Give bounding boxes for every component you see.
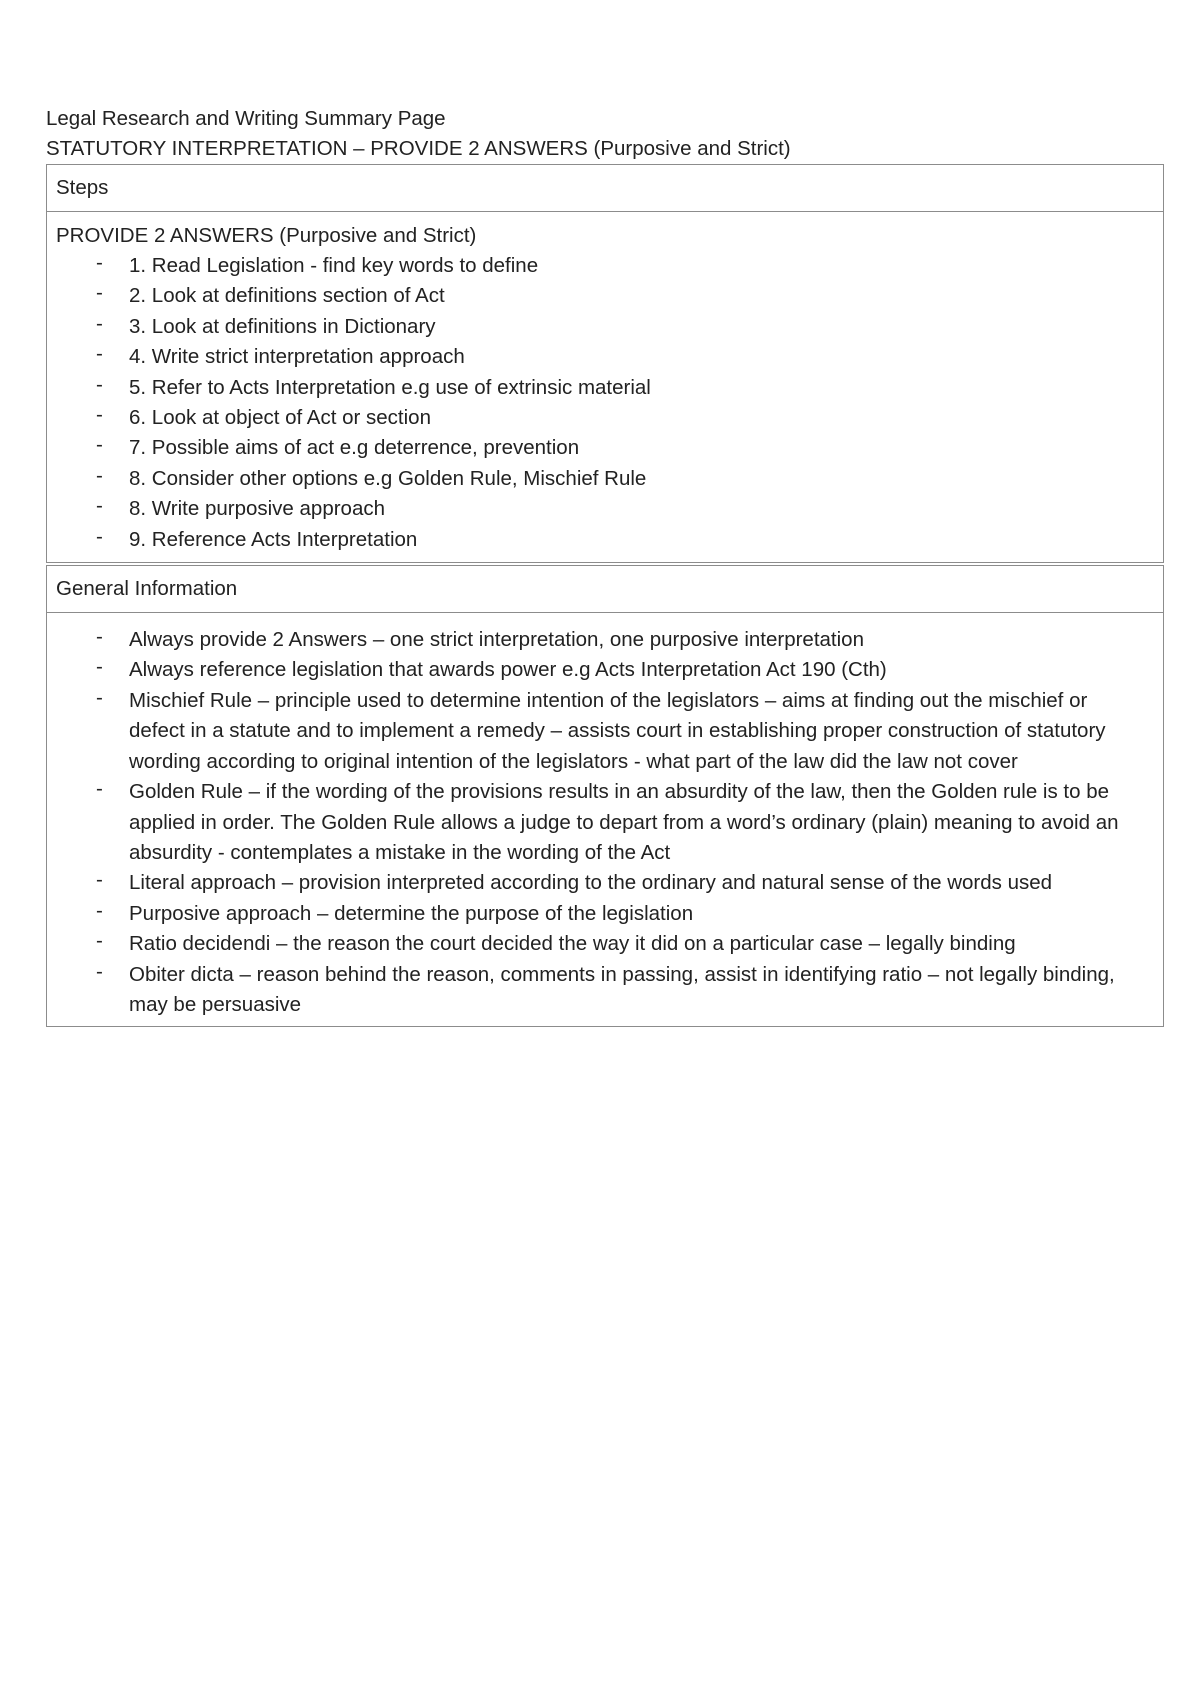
list-item: - 5. Refer to Acts Interpretation e.g use of extrinsic material [56,373,1154,403]
document-title: Legal Research and Writing Summary Page [46,107,446,130]
list-item: - 4. Write strict interpretation approach [56,342,1154,372]
dash-bullet: - [96,868,103,892]
dash-bullet: - [96,463,103,487]
steps-list [56,251,1154,555]
dash-bullet: - [96,777,103,801]
dash-bullet: - [96,311,103,335]
general-info-body [47,613,1163,1026]
dash-bullet: - [96,625,103,649]
list-item: - 2. Look at definitions section of Act [56,281,1154,311]
dash-bullet: - [96,898,103,922]
dash-bullet: - [96,929,103,953]
list-item: - Golden Rule – if the wording of the provisions results in an absurdity of the law, then the Golden rule is to be applied in order. The Golden Rule allows a judge to depart from a word’s ordinary (plain) meaning to avoid an absurdity - contemplates a mistake in the wording of the Act [56,777,1154,868]
dash-bullet: - [96,251,103,274]
list-item: - Always provide 2 Answers – one strict interpretation, one purposive interpretation [56,625,1154,655]
steps-box [46,164,1164,563]
dash-bullet: - [96,959,103,983]
list-item: - Mischief Rule – principle used to determine intention of the legislators – aims at finding out the mischief or defect in a statute and to implement a remedy – assists court in establishing proper construction of statutory wording according to original intention of the legislators - what part of the law did the law not cover [56,686,1154,777]
dash-bullet: - [96,655,103,679]
steps-body [47,212,1163,562]
list-item: - 3. Look at definitions in Dictionary [56,312,1154,342]
list-item: - 8. Write purposive approach [56,494,1154,524]
dash-bullet: - [96,524,103,548]
general-info-list [56,625,1154,1020]
document-page [46,104,1164,1027]
list-item: - 9. Reference Acts Interpretation [56,525,1154,555]
dash-bullet: - [96,281,103,305]
list-item: - 7. Possible aims of act e.g deterrence, prevention [56,433,1154,463]
list-item: - Always reference legislation that awards power e.g Acts Interpretation Act 190 (Cth) [56,655,1154,685]
steps-heading: Steps [47,165,1163,212]
steps-subtitle: PROVIDE 2 ANSWERS (Purposive and Strict) [56,224,477,247]
list-item: - Purposive approach – determine the purpose of the legislation [56,899,1154,929]
list-item: - Literal approach – provision interpreted according to the ordinary and natural sense of the words used [56,868,1154,898]
list-item: - 1. Read Legislation - find key words to define [56,251,1154,281]
list-item: - Ratio decidendi – the reason the court decided the way it did on a particular case – legally binding [56,929,1154,959]
list-item: - 8. Consider other options e.g Golden Rule, Mischief Rule [56,464,1154,494]
general-info-heading: General Information [47,566,1163,613]
dash-bullet: - [96,685,103,709]
dash-bullet: - [96,372,103,396]
general-info-box [46,565,1164,1027]
dash-bullet: - [96,403,103,427]
list-item: - 6. Look at object of Act or section [56,403,1154,433]
dash-bullet: - [96,433,103,457]
document-subtitle: STATUTORY INTERPRETATION – PROVIDE 2 ANSWERS (Purposive and Strict) [46,137,791,160]
dash-bullet: - [96,494,103,518]
list-item: - Obiter dicta – reason behind the reason, comments in passing, assist in identifying ratio – not legally binding, may be persuasive [56,960,1154,1021]
dash-bullet: - [96,342,103,366]
